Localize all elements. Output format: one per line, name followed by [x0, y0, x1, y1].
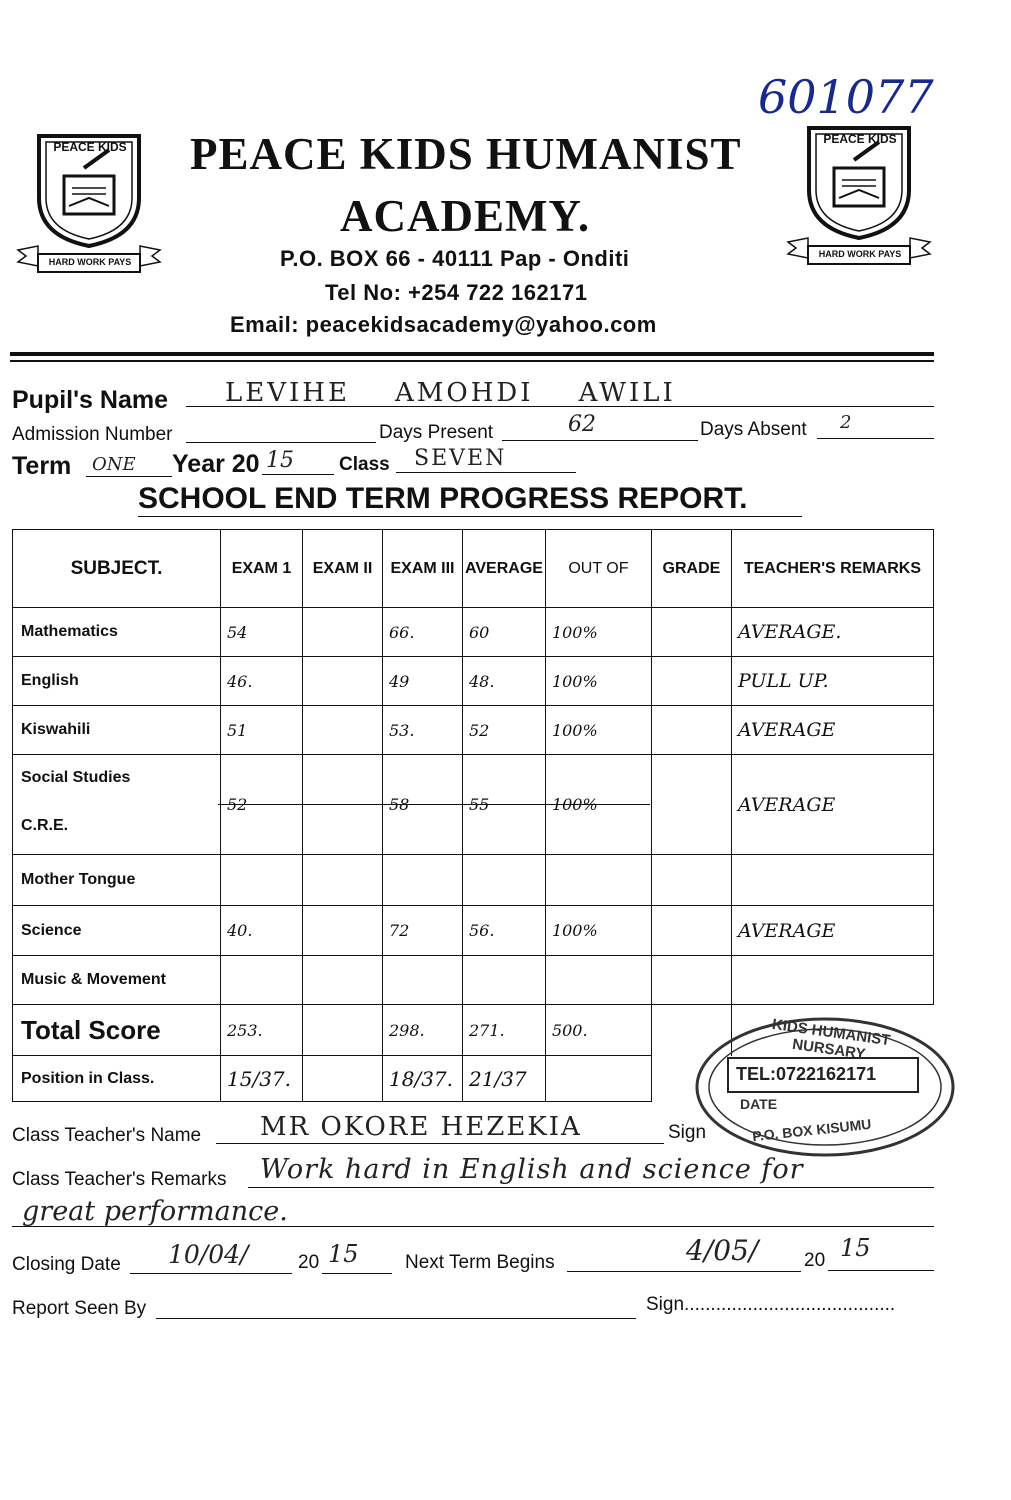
table-row [13, 956, 934, 1005]
subject-cell: Kiswahili [13, 706, 221, 755]
out-of-cell: 100% [545, 608, 651, 657]
exam3-cell: 49 [383, 657, 463, 706]
average-cell: 52 [463, 706, 546, 755]
exam1-cell [221, 956, 303, 1005]
remarks-cell: AVERAGE [731, 706, 933, 755]
remarks-cell: AVERAGE [731, 906, 933, 956]
exam1-cell: 52 [221, 755, 303, 855]
out-of-cell [545, 956, 651, 1005]
school-logo-right [784, 120, 934, 268]
total-exam1: 253. [221, 1005, 303, 1056]
position-exam2 [303, 1056, 383, 1102]
out-of-cell: 100% [545, 657, 651, 706]
pupil-name-value: LEVIHE AMOHDI AWILI [225, 378, 676, 408]
teacher-remarks-line1 [248, 1187, 934, 1188]
out-of-cell: 100% [545, 755, 651, 855]
logo-motto: HARD WORK PAYS [818, 249, 902, 259]
school-email: Email: peacekidsacademy@yahoo.com [230, 312, 657, 337]
closing-date-line [130, 1273, 292, 1274]
teacher-remarks-label: Class Teacher's Remarks [12, 1169, 227, 1190]
school-address: P.O. BOX 66 - 40111 Pap - Onditi [280, 246, 630, 271]
report-seen-by-label: Report Seen By [12, 1298, 147, 1319]
school-tel: Tel No: +254 722 162171 [325, 280, 588, 305]
teacher-remarks-value1: Work hard in English and science for [260, 1154, 804, 1185]
average-cell: 56. [463, 906, 546, 956]
term-value: ONE [92, 454, 136, 475]
class-line [396, 472, 576, 473]
col-header-exam2: EXAM II [303, 530, 383, 608]
exam1-cell [221, 855, 303, 906]
exam3-cell: 53. [383, 706, 463, 755]
exam2-cell [303, 906, 383, 956]
school-name-line2: ACADEMY. [340, 191, 591, 241]
closing-year-line [322, 1273, 392, 1274]
col-header-grade: GRADE [651, 530, 731, 608]
col-header-subject: SUBJECT. [13, 530, 221, 608]
school-name-line1: PEACE KIDS HUMANIST [190, 129, 742, 179]
school-stamp [690, 1012, 960, 1167]
class-label: Class [339, 454, 390, 475]
grade-cell [651, 608, 731, 657]
exam1-cell: 54 [221, 608, 303, 657]
table-header-row [13, 530, 934, 608]
table-row [13, 906, 934, 956]
position-exam1: 15/37. [221, 1056, 303, 1102]
table-row [13, 657, 934, 706]
stamp-ring-text: KIDS HUMANIST NURSARY [770, 1015, 892, 1063]
closing-year-prefix: 20 [298, 1252, 320, 1273]
reference-number: 601077 [758, 70, 934, 124]
remarks-cell: AVERAGE [731, 755, 933, 855]
exam2-cell [303, 956, 383, 1005]
grade-cell [651, 855, 731, 906]
report-title-underline [138, 516, 802, 517]
next-term-value: 4/05/ [686, 1234, 759, 1267]
logo-top-text: PEACE KIDS [823, 132, 897, 146]
out-of-cell: 100% [545, 706, 651, 755]
logo-motto: HARD WORK PAYS [48, 257, 132, 267]
average-cell: 60 [463, 608, 546, 657]
school-logo-left [14, 128, 164, 276]
col-header-exam3: EXAM III [383, 530, 463, 608]
closing-year-value: 15 [328, 1240, 359, 1268]
days-absent-line [817, 438, 934, 439]
remarks-cell: PULL UP. [731, 657, 933, 706]
remarks-cell [731, 956, 933, 1005]
sign-label: Sign [668, 1122, 707, 1143]
exam3-cell: 72 [383, 906, 463, 956]
report-title: SCHOOL END TERM PROGRESS REPORT. [138, 482, 748, 515]
exam3-cell [383, 956, 463, 1005]
stamp-tel: TEL:0722162171 [736, 1064, 877, 1084]
grade-cell [651, 657, 731, 706]
next-term-line [567, 1271, 801, 1272]
closing-date-label: Closing Date [12, 1254, 121, 1275]
remarks-cell [731, 855, 933, 906]
admission-label: Admission Number [12, 424, 173, 445]
subject-cell: Mathematics [13, 608, 221, 657]
teacher-remarks-value2: great performance. [22, 1196, 288, 1227]
col-header-exam1: EXAM 1 [221, 530, 303, 608]
position-out-of [545, 1056, 651, 1102]
days-absent-value: 2 [840, 412, 852, 433]
closing-date-value: 10/04/ [168, 1240, 249, 1269]
exam2-cell [303, 706, 383, 755]
days-absent-label: Days Absent [700, 419, 807, 440]
subject-cell: Music & Movement [13, 956, 221, 1005]
stamp-box: P.O. BOX KISUMU [751, 1115, 873, 1145]
logo-top-text: PEACE KIDS [53, 140, 127, 154]
admission-line [186, 442, 376, 443]
subject-merged-cell [13, 755, 221, 855]
exam1-cell: 46. [221, 657, 303, 706]
year-line [262, 474, 334, 475]
strike-through-line [218, 804, 650, 805]
grade-cell [651, 755, 731, 855]
table-row [13, 608, 934, 657]
total-exam3: 298. [383, 1005, 463, 1056]
days-present-label: Days Present [379, 422, 494, 443]
grade-cell [651, 706, 731, 755]
col-header-remarks: TEACHER'S REMARKS [731, 530, 933, 608]
pupil-name-label: Pupil's Name [12, 386, 168, 414]
total-exam2 [303, 1005, 383, 1056]
position-average: 21/37 [463, 1056, 546, 1102]
subject-cell: English [13, 657, 221, 706]
next-year-prefix: 20 [804, 1250, 826, 1271]
exam1-cell: 51 [221, 706, 303, 755]
year-value: 15 [266, 448, 294, 473]
total-average: 271. [463, 1005, 546, 1056]
grade-cell [651, 906, 731, 956]
exam3-cell: 66. [383, 608, 463, 657]
exam2-cell [303, 608, 383, 657]
grade-cell [651, 956, 731, 1005]
exam3-cell [383, 855, 463, 906]
col-header-average: AVERAGE [463, 530, 546, 608]
subject-cell: Social Studies [21, 769, 131, 786]
term-label: Term [12, 452, 72, 480]
days-present-line [502, 440, 698, 441]
average-cell: 48. [463, 657, 546, 706]
stamp-date-label: DATE [740, 1096, 778, 1112]
teacher-name-line [216, 1143, 664, 1144]
position-exam3: 18/37. [383, 1056, 463, 1102]
year-label: Year 20 [172, 450, 260, 478]
out-of-cell [545, 855, 651, 906]
average-cell [463, 855, 546, 906]
next-year-line [828, 1270, 934, 1271]
col-header-out-of: OUT OF [545, 530, 651, 608]
term-line [86, 476, 172, 477]
days-present-value: 62 [568, 412, 596, 437]
total-label: Total Score [13, 1005, 221, 1056]
table-row [13, 706, 934, 755]
next-term-label: Next Term Begins [405, 1252, 555, 1273]
sign2-label: Sign........................................ [646, 1294, 896, 1315]
total-out-of: 500. [545, 1005, 651, 1056]
average-cell [463, 956, 546, 1005]
header-rule-thin [10, 360, 934, 362]
subject-cell: C.R.E. [21, 817, 69, 834]
teacher-name-value: MR OKORE HEZEKIA [260, 1112, 582, 1142]
table-row [13, 855, 934, 906]
exam1-cell: 40. [221, 906, 303, 956]
next-year-value: 15 [840, 1234, 871, 1262]
average-cell: 55 [463, 755, 546, 855]
report-seen-by-line [156, 1318, 636, 1319]
out-of-cell: 100% [545, 906, 651, 956]
class-value: SEVEN [414, 446, 507, 471]
subject-cell: Science [13, 906, 221, 956]
teacher-name-label: Class Teacher's Name [12, 1125, 202, 1146]
header-rule-thick [10, 352, 934, 356]
subject-cell: Mother Tongue [13, 855, 221, 906]
exam3-cell: 58 [383, 755, 463, 855]
exam2-cell [303, 657, 383, 706]
position-label: Position in Class. [13, 1056, 221, 1102]
exam2-cell [303, 855, 383, 906]
remarks-cell: AVERAGE. [731, 608, 933, 657]
